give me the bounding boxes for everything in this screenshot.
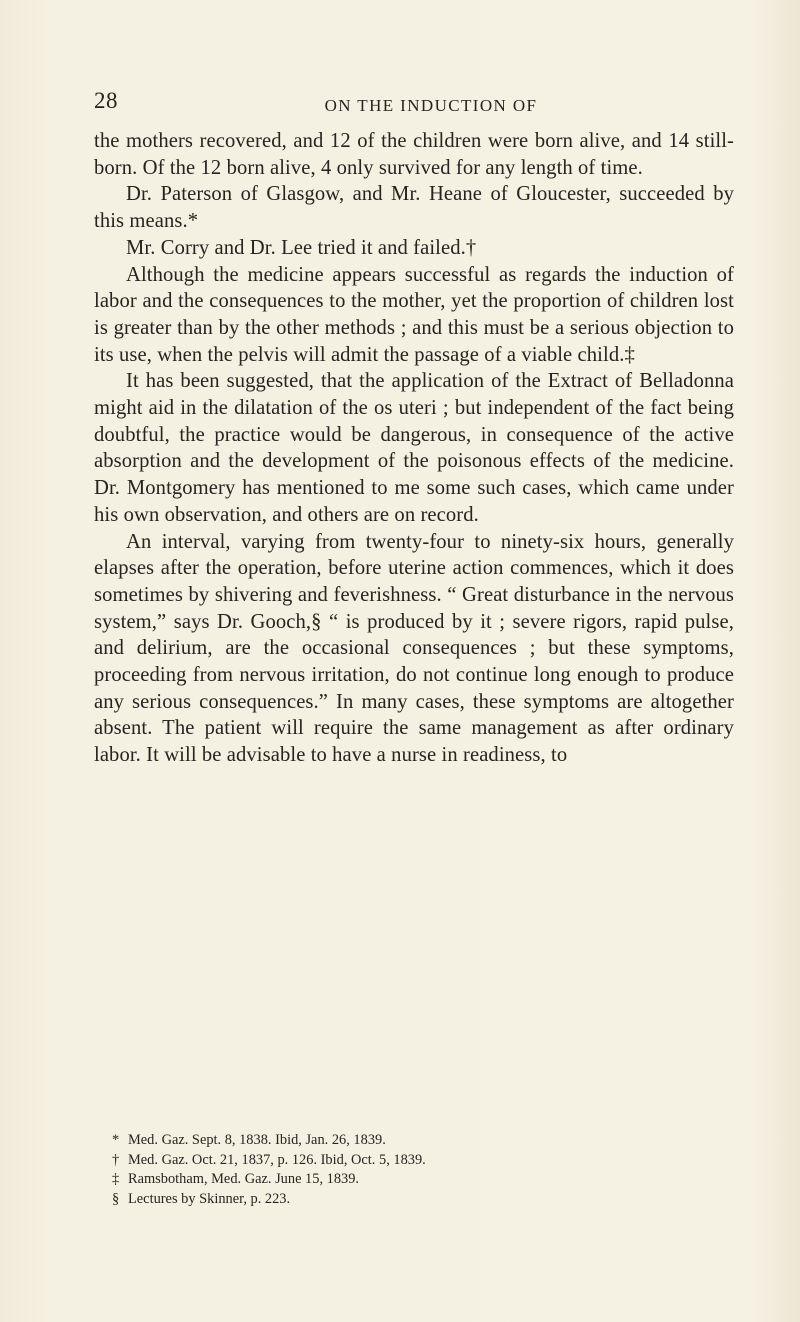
footnote-mark: † — [112, 1151, 120, 1168]
footnote-text: Lectures by Skinner, p. 223. — [128, 1190, 291, 1207]
footnote — [112, 1190, 712, 1210]
paragraph: Dr. Paterson of Glasgow, and Mr. Heane of Gloucester, succeeded by this means.* — [94, 183, 734, 233]
footnote-mark: * — [112, 1132, 120, 1148]
footnote-text: Med. Gaz. Oct. 21, 1837, p. 126. Ibid, Oct. 5, 1839. — [128, 1151, 426, 1168]
page-number: 28 — [94, 88, 118, 113]
paragraph: An interval, varying from twenty-four to ninety-six hours, generally elapses after the operation, before uterine action commences, which it does sometimes by shivering and feverishness. “ Great disturbance in the nervous system,” says Dr. Gooch,§ “ is produced by it ; severe rigors, rapid pulse, and delirium, are the occasional consequences ; but these symptoms, proceeding from nervous irritation, do not continue long enough to produce any serious consequences.” In many cases, these symptoms are altogether absent. The patient will require the same management as after ordinary labor. It will be advisable to have a nurse in readiness, to — [94, 530, 734, 767]
footnote-text: Ramsbotham, Med. Gaz. June 15, 1839. — [128, 1171, 360, 1187]
body-text — [94, 128, 734, 769]
paragraph: It has been suggested, that the application of the Extract of Belladonna might aid in the dilatation of the os uteri ; but independent of the fact being doubtful, the practice would be dangerous, in consequence of the active absorption and the development of the poisonous effects of the medicine. Dr. Montgomery has mentioned to me some such cases, which came under his own observation, and others are on record. — [94, 370, 734, 526]
running-head — [94, 88, 734, 120]
footnotes — [112, 1131, 712, 1209]
footnote-mark: § — [112, 1190, 120, 1207]
footnote — [112, 1151, 712, 1171]
footnote — [112, 1131, 712, 1151]
paragraph: Mr. Corry and Dr. Lee tried it and failed.† — [126, 236, 477, 259]
footnote-text: Med. Gaz. Sept. 8, 1838. Ibid, Jan. 26, 1839. — [128, 1132, 386, 1148]
footnote-mark: ‡ — [112, 1171, 120, 1187]
paragraph: Although the medicine appears successful as regards the induction of labor and the consequences to the mother, yet the proportion of children lost is greater than by the other methods ; and this must be a serious objection to its use, when the pelvis will admit the passage of a viable child.‡ — [94, 263, 734, 366]
paragraph: the mothers recovered, and 12 of the children were born alive, and 14 still-born. Of the 12 born alive, 4 only survived for any length of time. — [94, 130, 734, 179]
running-title: ON THE INDUCTION OF — [324, 96, 538, 115]
footnote — [112, 1170, 712, 1190]
